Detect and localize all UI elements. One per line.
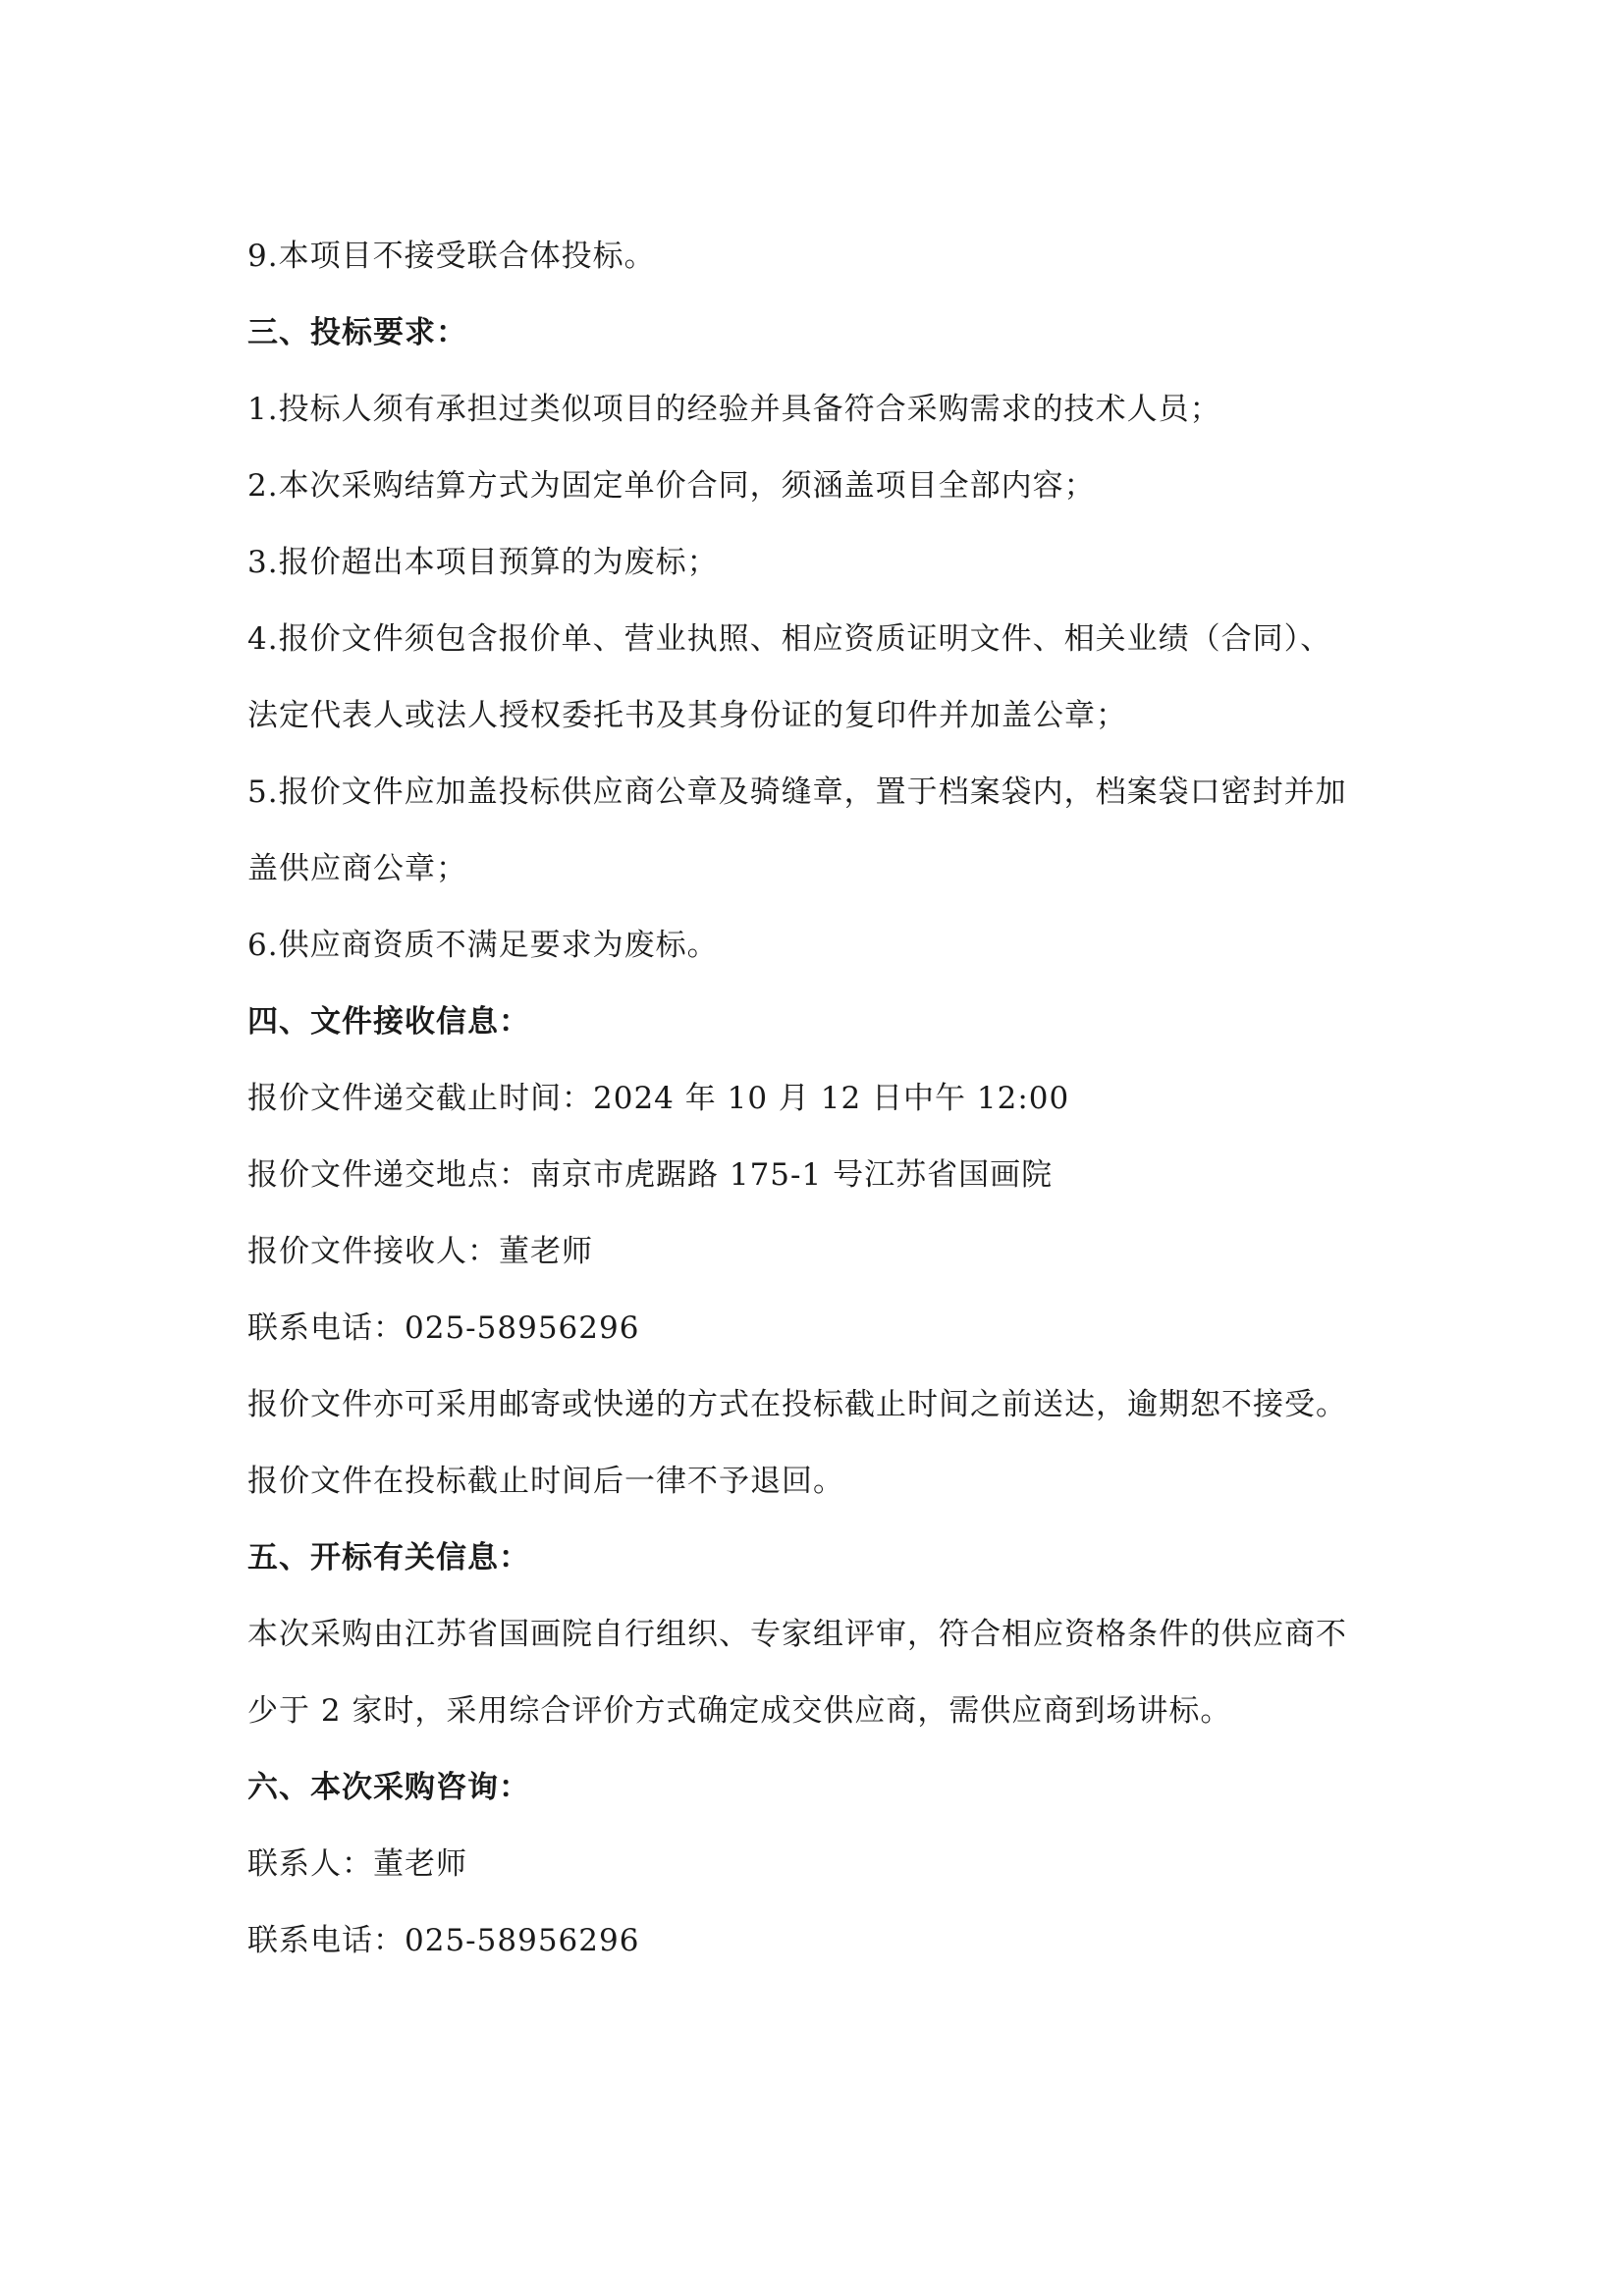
receipt-mail-note: 报价文件亦可采用邮寄或快递的方式在投标截止时间之前送达，逾期恕不接受。 <box>247 1387 1347 1422</box>
receipt-no-return-note: 报价文件在投标截止时间后一律不予退回。 <box>247 1464 844 1499</box>
section-heading-consultation: 六、本次采购咨询： <box>247 1770 530 1805</box>
requirement-1-experience: 1.投标人须有承担过类似项目的经验并具备符合采购需求的技术人员； <box>247 392 1221 427</box>
section-heading-bid-requirements: 三、投标要求： <box>247 315 467 350</box>
requirement-4-documents: 4.报价文件须包含报价单、营业执照、相应资质证明文件、相关业绩（合同）、 <box>247 621 1332 657</box>
requirement-3-budget: 3.报价超出本项目预算的为废标； <box>247 545 719 580</box>
opening-description: 本次采购由江苏省国画院自行组织、专家组评审，符合相应资格条件的供应商不 <box>247 1617 1347 1652</box>
receipt-location: 报价文件递交地点：南京市虎踞路 175-1 号江苏省国画院 <box>247 1157 1054 1193</box>
receipt-deadline: 报价文件递交截止时间：2024 年 10 月 12 日中午 12:00 <box>247 1081 1070 1116</box>
opening-description-cont: 少于 2 家时，采用综合评价方式确定成交供应商，需供应商到场讲标。 <box>247 1693 1232 1729</box>
clause-9-no-consortium: 9.本项目不接受联合体投标。 <box>247 239 656 274</box>
section-heading-document-receipt: 四、文件接收信息： <box>247 1004 530 1040</box>
receipt-phone: 联系电话：025-58956296 <box>247 1310 640 1346</box>
requirement-5-seal: 5.报价文件应加盖投标供应商公章及骑缝章，置于档案袋内，档案袋口密封并加 <box>247 774 1347 810</box>
requirement-4-documents-cont: 法定代表人或法人授权委托书及其身份证的复印件并加盖公章； <box>247 698 1127 733</box>
requirement-5-seal-cont: 盖供应商公章； <box>247 851 467 886</box>
document-body <box>247 218 1386 1979</box>
section-heading-bid-opening: 五、开标有关信息： <box>247 1540 530 1575</box>
requirement-2-settlement: 2.本次采购结算方式为固定单价合同，须涵盖项目全部内容； <box>247 468 1096 504</box>
requirement-6-qualification: 6.供应商资质不满足要求为废标。 <box>247 928 719 963</box>
consultation-phone: 联系电话：025-58956296 <box>247 1923 640 1958</box>
receipt-recipient: 报价文件接收人：董老师 <box>247 1234 593 1269</box>
consultation-contact-person: 联系人：董老师 <box>247 1846 467 1882</box>
